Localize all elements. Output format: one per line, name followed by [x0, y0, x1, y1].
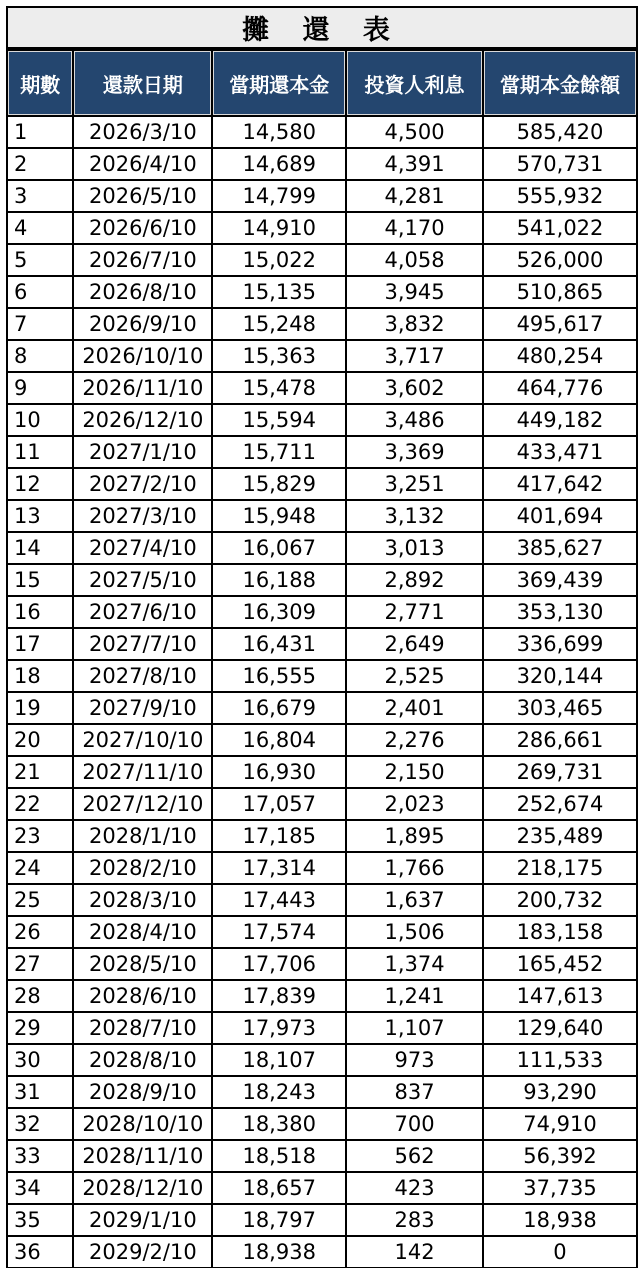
cell-period: 18 [8, 661, 72, 691]
cell-interest: 2,023 [347, 789, 482, 819]
table-row [8, 1013, 636, 1043]
cell-interest: 2,892 [347, 565, 482, 595]
cell-period: 35 [8, 1205, 72, 1235]
cell-period: 29 [8, 1013, 72, 1043]
cell-period: 36 [8, 1237, 72, 1267]
cell-repayment-date: 2027/4/10 [74, 533, 211, 563]
cell-balance: 286,661 [484, 725, 636, 755]
cell-interest: 4,170 [347, 213, 482, 243]
cell-interest: 1,637 [347, 885, 482, 915]
cell-balance: 218,175 [484, 853, 636, 883]
cell-period: 34 [8, 1173, 72, 1203]
cell-interest: 2,401 [347, 693, 482, 723]
cell-period: 12 [8, 469, 72, 499]
cell-balance: 56,392 [484, 1141, 636, 1171]
cell-interest: 423 [347, 1173, 482, 1203]
header-period: 期數 [8, 51, 72, 115]
table-row [8, 853, 636, 883]
cell-repayment-date: 2026/7/10 [74, 245, 211, 275]
cell-interest: 3,132 [347, 501, 482, 531]
cell-period: 10 [8, 405, 72, 435]
cell-interest: 1,374 [347, 949, 482, 979]
cell-interest: 2,649 [347, 629, 482, 659]
cell-period: 17 [8, 629, 72, 659]
cell-balance: 570,731 [484, 149, 636, 179]
cell-period: 19 [8, 693, 72, 723]
cell-balance: 147,613 [484, 981, 636, 1011]
cell-principal: 14,689 [213, 149, 345, 179]
cell-principal: 18,518 [213, 1141, 345, 1171]
cell-balance: 541,022 [484, 213, 636, 243]
cell-repayment-date: 2027/2/10 [74, 469, 211, 499]
table-row [8, 565, 636, 595]
table-row [8, 821, 636, 851]
table-row [8, 341, 636, 371]
table-row [8, 661, 636, 691]
cell-repayment-date: 2026/12/10 [74, 405, 211, 435]
cell-period: 26 [8, 917, 72, 947]
cell-balance: 235,489 [484, 821, 636, 851]
cell-principal: 16,555 [213, 661, 345, 691]
cell-interest: 2,771 [347, 597, 482, 627]
cell-balance: 74,910 [484, 1109, 636, 1139]
cell-period: 2 [8, 149, 72, 179]
cell-repayment-date: 2028/7/10 [74, 1013, 211, 1043]
cell-repayment-date: 2028/11/10 [74, 1141, 211, 1171]
cell-principal: 18,797 [213, 1205, 345, 1235]
cell-principal: 16,067 [213, 533, 345, 563]
cell-balance: 449,182 [484, 405, 636, 435]
cell-period: 15 [8, 565, 72, 595]
cell-repayment-date: 2027/5/10 [74, 565, 211, 595]
cell-principal: 16,679 [213, 693, 345, 723]
cell-interest: 3,602 [347, 373, 482, 403]
cell-balance: 37,735 [484, 1173, 636, 1203]
header-interest: 投資人利息 [347, 51, 482, 115]
table-title: 攤 還 表 [8, 8, 636, 47]
cell-repayment-date: 2026/10/10 [74, 341, 211, 371]
cell-period: 33 [8, 1141, 72, 1171]
title-bar [6, 6, 638, 48]
table-row [8, 1237, 636, 1267]
header-row [8, 51, 636, 115]
cell-period: 1 [8, 117, 72, 147]
cell-repayment-date: 2028/5/10 [74, 949, 211, 979]
table-row [8, 181, 636, 211]
cell-balance: 433,471 [484, 437, 636, 467]
cell-balance: 129,640 [484, 1013, 636, 1043]
cell-repayment-date: 2027/7/10 [74, 629, 211, 659]
cell-interest: 1,506 [347, 917, 482, 947]
cell-period: 22 [8, 789, 72, 819]
cell-repayment-date: 2027/1/10 [74, 437, 211, 467]
cell-balance: 385,627 [484, 533, 636, 563]
cell-repayment-date: 2026/9/10 [74, 309, 211, 339]
cell-interest: 3,945 [347, 277, 482, 307]
cell-interest: 3,251 [347, 469, 482, 499]
cell-interest: 4,281 [347, 181, 482, 211]
cell-principal: 16,188 [213, 565, 345, 595]
cell-repayment-date: 2028/6/10 [74, 981, 211, 1011]
cell-interest: 3,832 [347, 309, 482, 339]
cell-interest: 973 [347, 1045, 482, 1075]
cell-balance: 464,776 [484, 373, 636, 403]
table-row [8, 1141, 636, 1171]
cell-principal: 15,829 [213, 469, 345, 499]
cell-period: 14 [8, 533, 72, 563]
cell-balance: 585,420 [484, 117, 636, 147]
cell-period: 8 [8, 341, 72, 371]
header-principal: 當期還本金 [213, 51, 345, 115]
cell-principal: 15,363 [213, 341, 345, 371]
cell-interest: 1,241 [347, 981, 482, 1011]
cell-interest: 1,107 [347, 1013, 482, 1043]
cell-balance: 269,731 [484, 757, 636, 787]
cell-repayment-date: 2027/9/10 [74, 693, 211, 723]
cell-repayment-date: 2028/9/10 [74, 1077, 211, 1107]
cell-period: 21 [8, 757, 72, 787]
cell-principal: 15,135 [213, 277, 345, 307]
cell-period: 23 [8, 821, 72, 851]
cell-principal: 16,804 [213, 725, 345, 755]
cell-balance: 111,533 [484, 1045, 636, 1075]
cell-principal: 16,930 [213, 757, 345, 787]
cell-interest: 283 [347, 1205, 482, 1235]
table-row [8, 693, 636, 723]
cell-interest: 700 [347, 1109, 482, 1139]
table-row [8, 757, 636, 787]
cell-repayment-date: 2029/1/10 [74, 1205, 211, 1235]
table-row [8, 245, 636, 275]
cell-principal: 17,314 [213, 853, 345, 883]
cell-interest: 2,150 [347, 757, 482, 787]
cell-repayment-date: 2026/3/10 [74, 117, 211, 147]
cell-principal: 17,706 [213, 949, 345, 979]
cell-period: 31 [8, 1077, 72, 1107]
cell-principal: 17,973 [213, 1013, 345, 1043]
cell-balance: 526,000 [484, 245, 636, 275]
table-row [8, 533, 636, 563]
cell-period: 3 [8, 181, 72, 211]
cell-balance: 303,465 [484, 693, 636, 723]
cell-principal: 15,948 [213, 501, 345, 531]
cell-interest: 2,276 [347, 725, 482, 755]
table-row [8, 917, 636, 947]
cell-balance: 495,617 [484, 309, 636, 339]
cell-repayment-date: 2026/5/10 [74, 181, 211, 211]
cell-repayment-date: 2028/3/10 [74, 885, 211, 915]
table-row [8, 149, 636, 179]
cell-principal: 17,443 [213, 885, 345, 915]
cell-interest: 1,895 [347, 821, 482, 851]
table-row [8, 1173, 636, 1203]
cell-interest: 4,500 [347, 117, 482, 147]
cell-period: 28 [8, 981, 72, 1011]
table-row [8, 405, 636, 435]
cell-repayment-date: 2028/4/10 [74, 917, 211, 947]
table-row [8, 1045, 636, 1075]
cell-principal: 16,309 [213, 597, 345, 627]
table-row [8, 117, 636, 147]
cell-balance: 369,439 [484, 565, 636, 595]
cell-period: 7 [8, 309, 72, 339]
cell-principal: 18,938 [213, 1237, 345, 1267]
cell-period: 24 [8, 853, 72, 883]
table-row [8, 1205, 636, 1235]
cell-period: 32 [8, 1109, 72, 1139]
cell-period: 25 [8, 885, 72, 915]
cell-principal: 15,022 [213, 245, 345, 275]
cell-balance: 252,674 [484, 789, 636, 819]
cell-repayment-date: 2028/1/10 [74, 821, 211, 851]
cell-balance: 183,158 [484, 917, 636, 947]
cell-principal: 18,657 [213, 1173, 345, 1203]
cell-period: 9 [8, 373, 72, 403]
cell-balance: 165,452 [484, 949, 636, 979]
cell-repayment-date: 2026/6/10 [74, 213, 211, 243]
cell-period: 20 [8, 725, 72, 755]
table-row [8, 437, 636, 467]
cell-interest: 1,766 [347, 853, 482, 883]
table-row [8, 213, 636, 243]
cell-period: 16 [8, 597, 72, 627]
cell-balance: 417,642 [484, 469, 636, 499]
cell-interest: 142 [347, 1237, 482, 1267]
cell-repayment-date: 2028/10/10 [74, 1109, 211, 1139]
cell-balance: 510,865 [484, 277, 636, 307]
cell-period: 27 [8, 949, 72, 979]
table-row [8, 981, 636, 1011]
cell-interest: 3,486 [347, 405, 482, 435]
cell-balance: 200,732 [484, 885, 636, 915]
table-row [8, 885, 636, 915]
cell-repayment-date: 2027/12/10 [74, 789, 211, 819]
cell-repayment-date: 2028/2/10 [74, 853, 211, 883]
cell-principal: 15,248 [213, 309, 345, 339]
table-row [8, 373, 636, 403]
cell-repayment-date: 2026/4/10 [74, 149, 211, 179]
cell-principal: 17,574 [213, 917, 345, 947]
cell-balance: 93,290 [484, 1077, 636, 1107]
cell-principal: 17,839 [213, 981, 345, 1011]
cell-interest: 4,058 [347, 245, 482, 275]
table-row [8, 469, 636, 499]
cell-balance: 555,932 [484, 181, 636, 211]
cell-repayment-date: 2026/11/10 [74, 373, 211, 403]
cell-interest: 3,013 [347, 533, 482, 563]
cell-principal: 17,185 [213, 821, 345, 851]
cell-repayment-date: 2027/3/10 [74, 501, 211, 531]
cell-repayment-date: 2026/8/10 [74, 277, 211, 307]
cell-principal: 14,580 [213, 117, 345, 147]
cell-balance: 353,130 [484, 597, 636, 627]
cell-principal: 15,594 [213, 405, 345, 435]
table-row [8, 501, 636, 531]
cell-principal: 14,910 [213, 213, 345, 243]
cell-balance: 18,938 [484, 1205, 636, 1235]
cell-balance: 0 [484, 1237, 636, 1267]
cell-principal: 17,057 [213, 789, 345, 819]
cell-principal: 16,431 [213, 629, 345, 659]
cell-repayment-date: 2027/11/10 [74, 757, 211, 787]
cell-principal: 18,107 [213, 1045, 345, 1075]
table-row [8, 629, 636, 659]
cell-repayment-date: 2028/8/10 [74, 1045, 211, 1075]
cell-interest: 2,525 [347, 661, 482, 691]
cell-interest: 3,369 [347, 437, 482, 467]
cell-period: 4 [8, 213, 72, 243]
table-row [8, 309, 636, 339]
cell-balance: 320,144 [484, 661, 636, 691]
cell-period: 30 [8, 1045, 72, 1075]
cell-repayment-date: 2027/10/10 [74, 725, 211, 755]
cell-principal: 15,711 [213, 437, 345, 467]
header-balance: 當期本金餘額 [484, 51, 636, 115]
cell-period: 5 [8, 245, 72, 275]
cell-interest: 3,717 [347, 341, 482, 371]
table-row [8, 789, 636, 819]
cell-interest: 4,391 [347, 149, 482, 179]
cell-balance: 480,254 [484, 341, 636, 371]
cell-interest: 562 [347, 1141, 482, 1171]
table-row [8, 949, 636, 979]
table-row [8, 725, 636, 755]
cell-principal: 18,380 [213, 1109, 345, 1139]
amortization-sheet [6, 6, 638, 1268]
cell-period: 11 [8, 437, 72, 467]
cell-principal: 18,243 [213, 1077, 345, 1107]
cell-repayment-date: 2027/8/10 [74, 661, 211, 691]
cell-period: 13 [8, 501, 72, 531]
table-row [8, 1109, 636, 1139]
cell-interest: 837 [347, 1077, 482, 1107]
cell-principal: 15,478 [213, 373, 345, 403]
table-row [8, 597, 636, 627]
header-repayment-date: 還款日期 [74, 51, 211, 115]
cell-repayment-date: 2028/12/10 [74, 1173, 211, 1203]
cell-balance: 401,694 [484, 501, 636, 531]
cell-balance: 336,699 [484, 629, 636, 659]
table-row [8, 1077, 636, 1107]
cell-period: 6 [8, 277, 72, 307]
cell-repayment-date: 2029/2/10 [74, 1237, 211, 1267]
amortization-table [6, 49, 638, 1268]
cell-principal: 14,799 [213, 181, 345, 211]
table-row [8, 277, 636, 307]
cell-repayment-date: 2027/6/10 [74, 597, 211, 627]
